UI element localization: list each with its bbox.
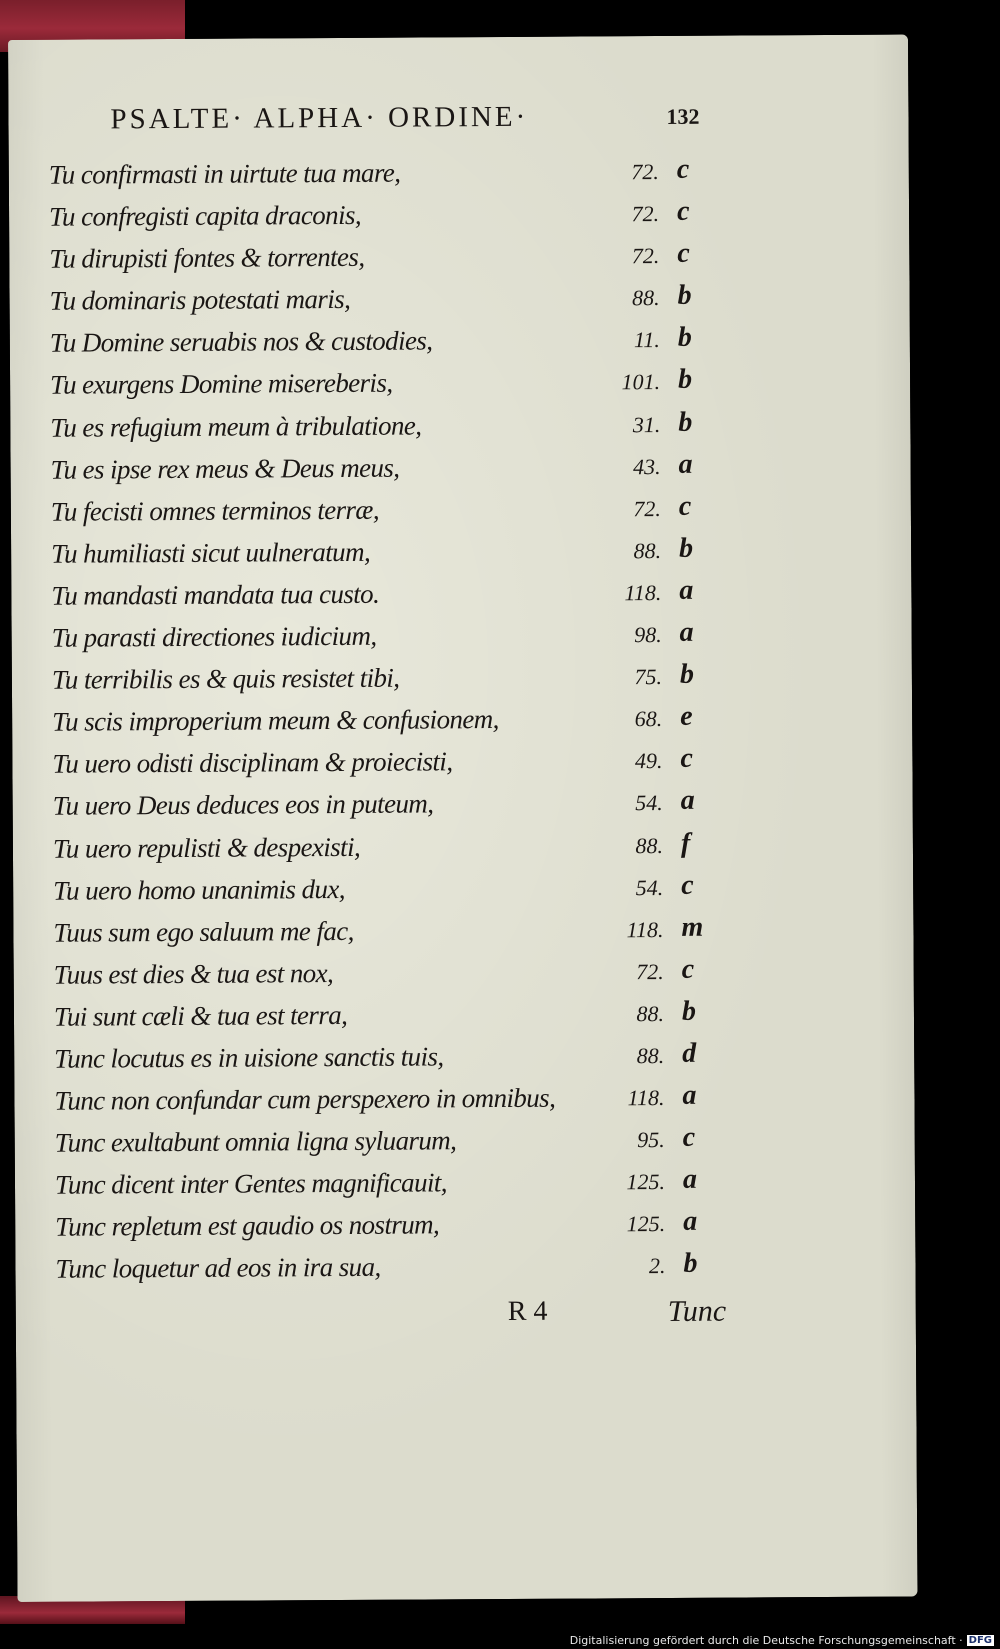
index-entry [51,572,751,618]
entry-text: Tu Domine seruabis nos & custodies, [49,325,433,359]
entry-section-letter: c [681,869,694,901]
entry-text: Tu confregisti capita draconis, [48,199,362,232]
entry-text: Tu parasti directiones iudicium, [51,620,377,653]
entry-section-letter: d [682,1037,697,1069]
entry-section-letter: c [677,238,690,270]
entry-psalm-number: 88. [636,1000,665,1027]
entry-psalm-number: 68. [634,706,663,732]
entry-section-letter: a [682,1164,698,1196]
entry-section-letter: b [677,280,692,312]
entry-psalm-number: 54. [635,874,664,900]
entry-psalm-number: 31. [632,411,661,437]
entry-section-letter: m [681,911,704,943]
entry-psalm-number: 118. [626,916,664,942]
entry-psalm-number: 72. [636,958,664,984]
index-entry [55,1162,755,1208]
entry-text: Tu confirmasti in uirtute tua mare, [48,157,401,190]
entry-psalm-number: 72. [631,243,660,269]
text-block [48,95,756,1348]
entry-text: Tunc repletum est gaudio os nostrum, [55,1209,440,1243]
entry-text: Tu uero Deus deduces eos in puteum, [52,788,434,822]
index-entry [54,993,754,1039]
index-entry [53,867,753,913]
signature-mark: R 4 [507,1295,548,1327]
entry-text: Tu humiliasti sicut uulneratum, [51,536,371,569]
index-entry [51,530,751,576]
index-entry [50,320,750,366]
entry-section-letter: a [679,574,694,606]
index-entry [52,657,752,703]
entry-section-letter: b [683,1248,698,1280]
entry-text: Tu exurgens Domine misereberis, [50,368,393,401]
index-entry [53,825,753,871]
index-entry [55,1246,755,1292]
index-entry [50,404,750,450]
entry-text: Tunc non confundar cum perspexero in omnibus, [54,1082,556,1116]
entry-psalm-number: 98. [634,622,662,648]
entry-psalm-number: 75. [634,664,662,690]
entry-psalm-number: 118. [624,579,662,606]
index-entry [50,362,750,408]
index-entry [55,1204,755,1250]
index-entry [52,741,752,787]
entry-section-letter: e [680,701,693,733]
entry-psalm-number: 49. [634,748,663,774]
entry-section-letter: a [678,448,693,480]
index-entry [51,446,751,492]
entry-psalm-number: 125. [626,1169,666,1195]
entry-text: Tui sunt cæli & tua est terra, [53,999,348,1032]
entry-text: Tu uero repulisti & despexisti, [52,831,361,864]
book-page [8,35,918,1602]
index-entry [52,615,752,661]
entry-text: Tu fecisti omnes terminos terræ, [50,494,380,527]
index-entry [49,236,749,282]
entry-text: Tu uero odisti disciplinam & proiecisti, [52,746,453,780]
index-entry [49,278,749,324]
index-entry [51,488,751,534]
entry-text: Tu uero homo unanimis dux, [53,873,345,906]
catchword: Tunc [667,1294,727,1328]
index-entry [54,1078,754,1124]
entry-section-letter: b [677,364,693,396]
entry-psalm-number: 72. [631,201,660,227]
entry-section-letter: c [676,195,690,228]
index-entry [49,194,749,240]
entry-psalm-number: 95. [637,1127,665,1153]
page-number: 132 [666,103,700,129]
entry-text: Tu mandasti mandata tua custo. [51,578,380,611]
credit-text: Digitalisierung gefördert durch die Deutsche Forschungsgemeinschaft · [569,1634,963,1647]
index-entry [49,151,749,197]
entry-psalm-number: 43. [633,453,661,479]
digitization-credit [570,1634,994,1647]
entry-psalm-number: 118. [627,1085,665,1111]
entry-text: Tunc dicent inter Gentes magnificauit, [54,1167,447,1200]
running-head-title: PSALTE· ALPHA· ORDINE· [110,100,529,136]
entry-section-letter: b [679,658,694,691]
entry-text: Tu dominaris potestati maris, [49,284,351,317]
entry-psalm-number: 88. [635,832,664,858]
entry-section-letter: a [679,616,694,648]
entry-text: Tunc exultabunt omnia ligna syluarum, [54,1125,457,1158]
entry-section-letter: c [678,490,692,522]
entry-section-letter: b [681,995,697,1027]
index-entry [53,783,753,829]
entry-text: Tu terribilis es & quis resistet tibi, [51,662,400,695]
index-entry [53,909,753,955]
entry-psalm-number: 88. [632,285,660,311]
entry-text: Tu es refugium meum à tribulatione, [50,410,422,443]
dfg-logo: DFG [968,1635,992,1646]
entry-section-letter: f [680,827,691,859]
index-entries [49,151,756,1292]
entry-section-letter: a [680,785,695,817]
entry-psalm-number: 54. [635,790,663,816]
entry-text: Tu es ipse rex meus & Deus meus, [50,452,400,485]
entry-section-letter: b [679,532,694,564]
entry-section-letter: c [682,1121,696,1154]
entry-text: Tuus est dies & tua est nox, [53,957,334,990]
index-entry [54,1035,754,1081]
entry-psalm-number: 2. [648,1253,666,1279]
index-entry [54,951,754,997]
entry-text: Tuus sum ego saluum me fac, [53,915,354,948]
entry-psalm-number: 101. [621,369,661,395]
entry-section-letter: c [676,153,690,185]
entry-section-letter: a [682,1079,697,1111]
entry-text: Tu dirupisti fontes & torrentes, [49,242,365,274]
entry-psalm-number: 88. [636,1042,665,1069]
entry-text: Tu scis improperium meum & confusionem, [52,704,499,737]
index-entry [52,699,752,745]
entry-text: Tunc locutus es in uisione sanctis tuis, [54,1041,444,1074]
entry-section-letter: c [681,953,695,985]
entry-section-letter: a [683,1206,698,1238]
page-footer [56,1294,756,1348]
entry-section-letter: b [677,322,692,354]
index-entry [55,1120,755,1166]
entry-psalm-number: 88. [633,537,662,564]
entry-section-letter: b [678,406,693,438]
entry-psalm-number: 11. [633,327,660,353]
entry-section-letter: c [680,743,693,775]
entry-psalm-number: 125. [626,1211,666,1237]
running-head [48,95,748,149]
entry-text: Tunc loquetur ad eos in ira sua, [55,1252,381,1285]
entry-psalm-number: 72. [631,159,659,185]
entry-psalm-number: 72. [633,495,661,521]
